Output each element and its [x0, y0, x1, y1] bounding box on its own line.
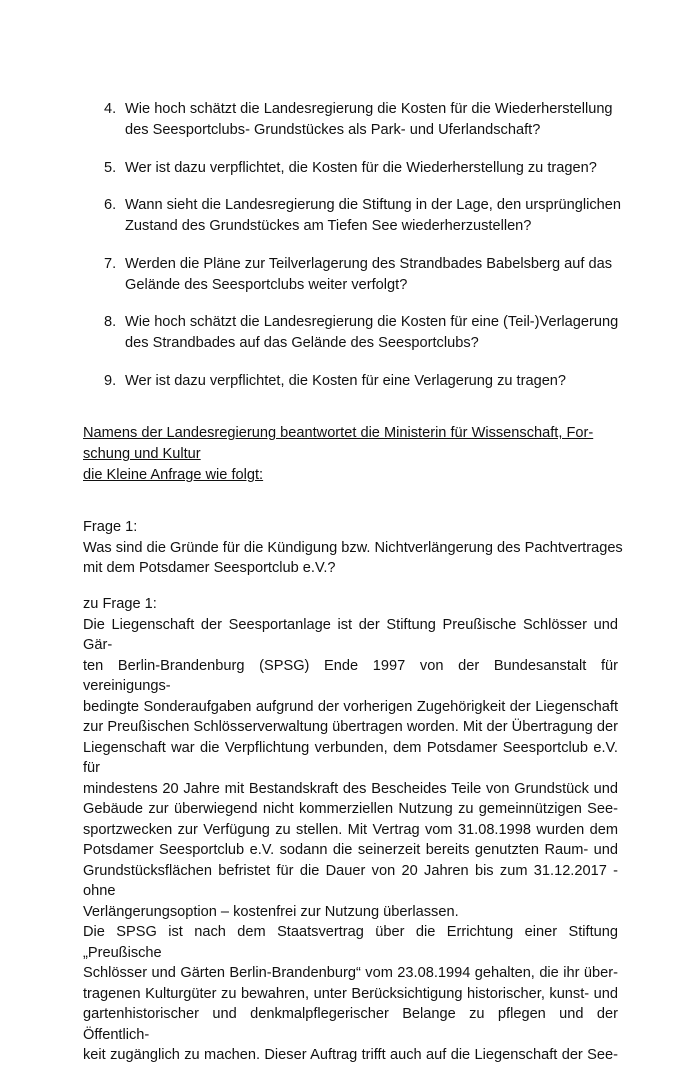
question-text: Wie hoch schätzt die Landesregierung die Kosten für die Wiederherstellung	[125, 101, 613, 117]
intro-line: Namens der Landesregierung beantwortet die Ministerin für Wissenschaft, For-	[83, 425, 594, 441]
question-number: 6.	[104, 197, 117, 213]
answer-line: ten Berlin-Brandenburg (SPSG) Ende 1997 von der Bundesanstalt für vereinigungs-	[83, 657, 618, 694]
question-1-text: Was sind die Gründe für die Kündigung bzw. Nichtverlängerung des Pachtvertrages	[83, 539, 623, 556]
answer-line: sportzwecken zur Verfügung zu stellen. Mit Vertrag vom 31.08.1998 wurden dem	[83, 821, 618, 838]
question-text: Wer ist dazu verpflichtet, die Kosten für eine Verlagerung zu tragen?	[125, 372, 567, 389]
question-text: Wann sieht die Landesregierung die Stiftung in der Lage, den ursprünglichen	[125, 197, 621, 213]
answer-line: keit zugänglich zu machen. Dieser Auftrag trifft auch auf die Liegenschaft der See-	[83, 1047, 618, 1063]
answer-line: zur Preußischen Schlösserverwaltung übertragen worden. Mit der Übertragung der	[83, 719, 618, 735]
question-text: Werden die Pläne zur Teilverlagerung des Strandbades Babelsberg auf das	[125, 255, 613, 272]
question-1-heading: Frage 1:	[83, 519, 138, 535]
question-item	[104, 371, 624, 392]
answer-line: mindestens 20 Jahre mit Bestandskraft des Bescheides Teile von Grundstück und	[83, 780, 618, 797]
question-number: 8.	[104, 314, 117, 330]
question-1-text: mit dem Potsdamer Seesportclub e.V.?	[83, 560, 336, 576]
answer-line: Gebäude zur überwiegend nicht kommerziellen Nutzung zu gemeinnützigen See-	[83, 801, 618, 817]
question-number: 4.	[104, 101, 117, 117]
answer-1-block	[83, 594, 618, 1066]
answer-line: gartenhistorischer und denkmalpflegerischer Belange zu pflegen und der Öffentlich-	[83, 1006, 618, 1043]
question-item	[104, 312, 624, 354]
answer-line: Verlängerungsoption – kostenfrei zur Nutzung überlassen.	[83, 903, 459, 920]
answer-line: tragenen Kulturgüter zu bewahren, unter Berücksichtigung historischer, kunst- und	[83, 985, 618, 1002]
answer-intro	[83, 423, 603, 486]
question-item	[104, 195, 624, 237]
answer-line: Potsdamer Seesportclub e.V. sodann die seinerzeit bereits genutzten Raum- und	[83, 842, 618, 858]
answer-1-heading: zu Frage 1:	[83, 596, 157, 612]
question-number: 7.	[104, 255, 117, 272]
question-item	[104, 99, 624, 141]
question-1-block	[83, 517, 623, 579]
answer-line: Schlösser und Gärten Berlin-Brandenburg“ vom 23.08.1994 gehalten, die ihr über-	[83, 965, 618, 981]
question-number: 9.	[104, 372, 117, 389]
question-list	[104, 99, 624, 408]
question-text: Wie hoch schätzt die Landesregierung die Kosten für eine (Teil-)Verlagerung	[125, 314, 619, 330]
answer-line: Liegenschaft war die Verpflichtung verbunden, dem Potsdamer Seesportclub e.V. für	[83, 739, 618, 776]
question-item	[104, 254, 624, 296]
intro-line: schung und Kultur	[83, 446, 201, 462]
answer-line: Die SPSG ist nach dem Staatsvertrag über die Errichtung einer Stiftung „Preußische	[83, 924, 618, 961]
question-text: Zustand des Grundstückes am Tiefen See wiederherzustellen?	[125, 218, 532, 234]
question-text: des Seesportclubs- Grundstückes als Park- und Uferlandschaft?	[125, 122, 541, 138]
answer-line: Die Liegenschaft der Seesportanlage ist der Stiftung Preußische Schlösser und Gär-	[83, 616, 618, 653]
answer-line: bedingte Sonderaufgaben aufgrund der vorherigen Zugehörigkeit der Liegenschaft	[83, 698, 618, 715]
question-text: des Strandbades auf das Gelände des Seesportclubs?	[125, 335, 479, 351]
question-text: Wer ist dazu verpflichtet, die Kosten für die Wiederherstellung zu tragen?	[125, 159, 597, 176]
question-number: 5.	[104, 159, 117, 176]
question-text: Gelände des Seesportclubs weiter verfolgt?	[125, 276, 408, 293]
question-item	[104, 158, 624, 179]
answer-line: Grundstücksflächen befristet für die Dauer von 20 Jahren bis zum 31.12.2017 - ohne	[83, 862, 618, 899]
intro-line: die Kleine Anfrage wie folgt:	[83, 467, 264, 483]
